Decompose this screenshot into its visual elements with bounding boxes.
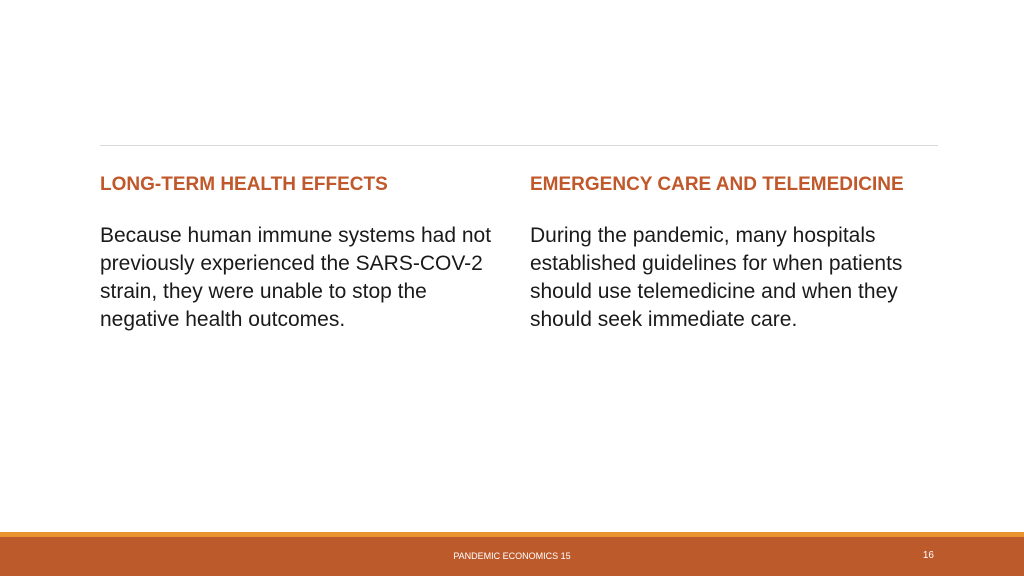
top-divider xyxy=(100,145,938,146)
right-column-heading: EMERGENCY CARE AND TELEMEDICINE xyxy=(530,174,904,195)
left-column-body: Because human immune systems had not previously experienced the SARS-COV-2 strain, they were unable to stop the negative health outcomes. xyxy=(100,224,492,331)
right-column-body: During the pandemic, many hospitals established guidelines for when patients should use telemedicine and when they should seek immediate care. xyxy=(530,224,903,331)
footer-bar xyxy=(0,537,1024,576)
right-column xyxy=(530,172,955,334)
left-column-heading: LONG-TERM HEALTH EFFECTS xyxy=(100,174,388,195)
left-column xyxy=(100,172,512,334)
footer-label: PANDEMIC ECONOMICS 15 xyxy=(453,551,571,561)
slide-number: 16 xyxy=(922,550,934,561)
